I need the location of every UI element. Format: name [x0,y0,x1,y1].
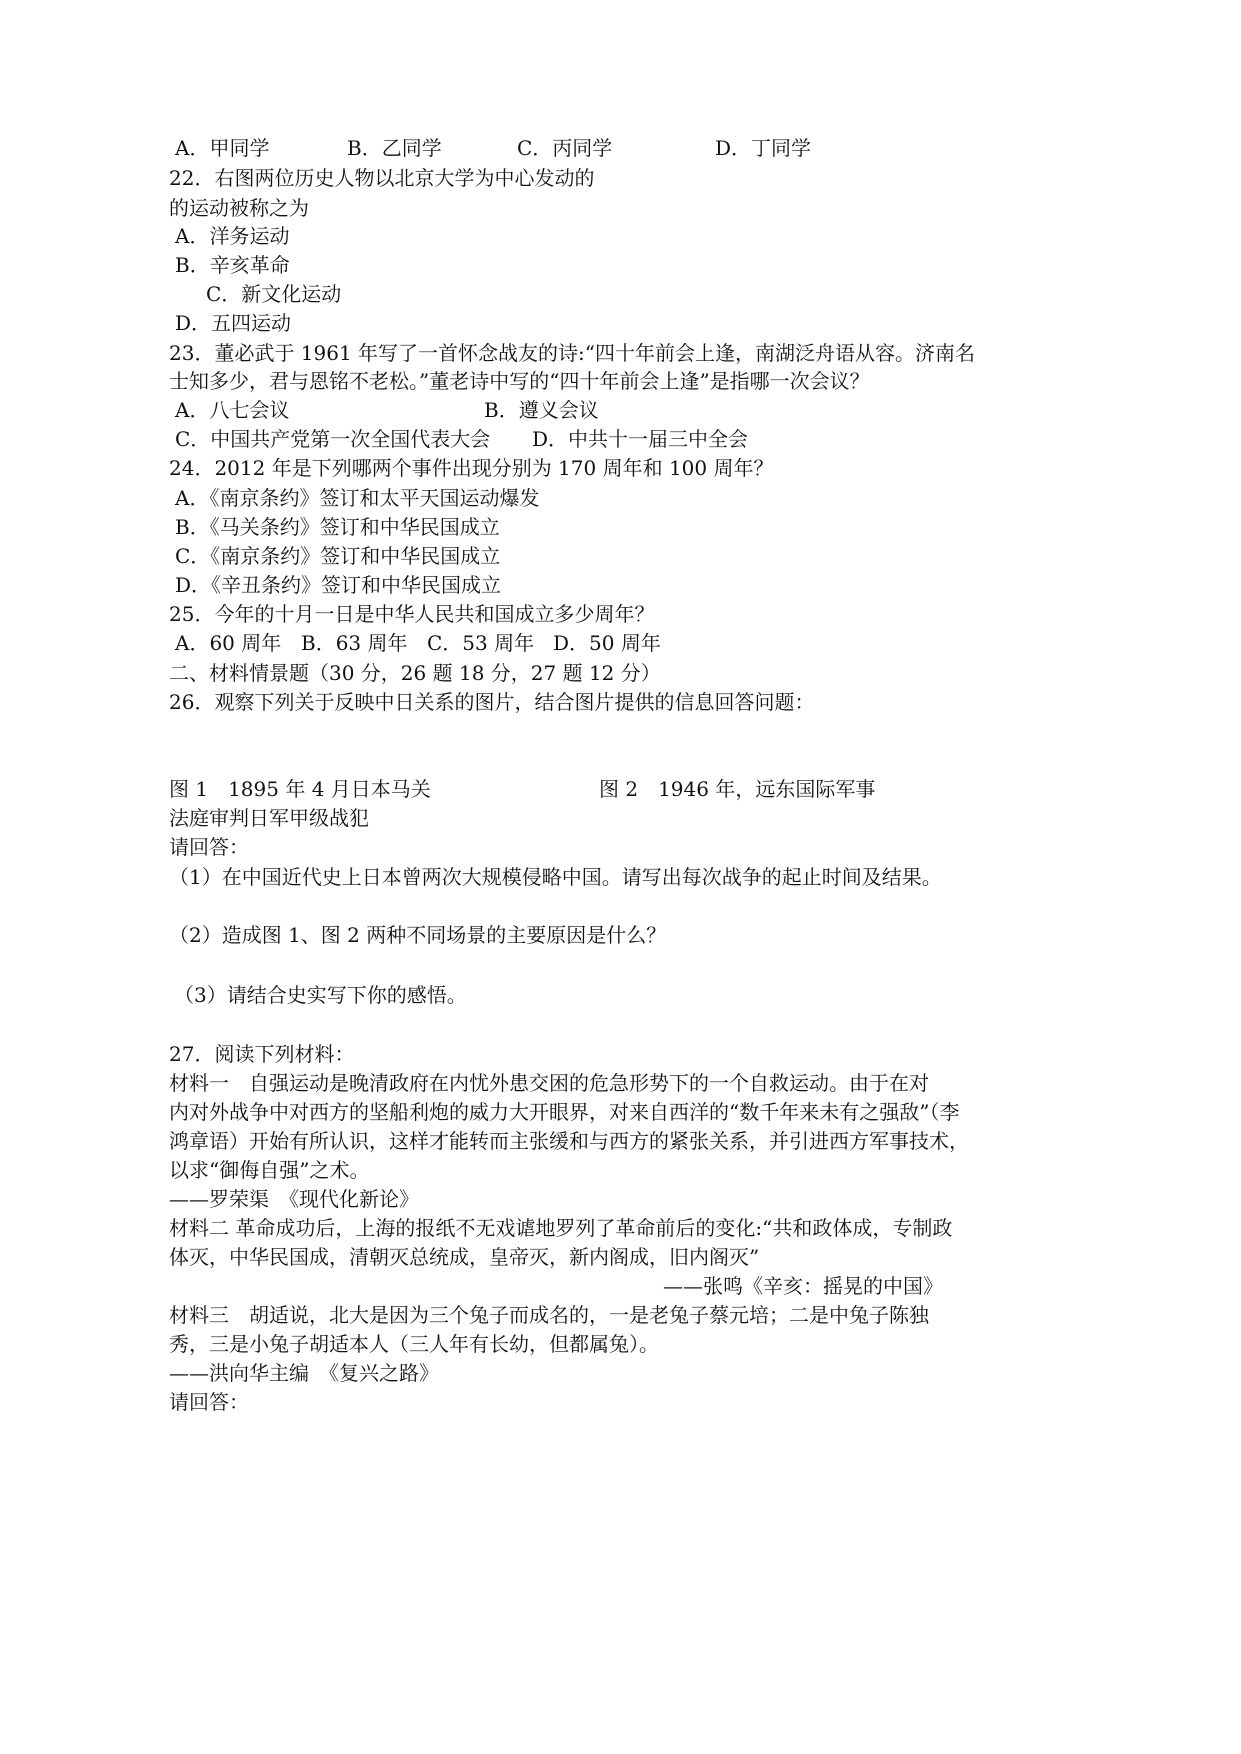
q22-option-d: D．五四运动 [175,311,292,335]
q23-option-d: D．中共十一届三中全会 [532,427,749,451]
q23-option-a: A．八七会议 [175,398,290,422]
q22-stem-2: 的运动被称之为 [169,196,309,220]
q23-stem-1: 23．董必武于 1961 年写了一首怀念战友的诗:“四十年前会上逢，南湖泛舟语从容。济南名 [169,341,976,365]
material-1-line-3: 鸿章语）开始有所认识，这样才能转而主张缓和与西方的紧张关系，并引进西方军事技术， [169,1129,969,1153]
q24-stem: 24．2012 年是下列哪两个事件出现分别为 170 周年和 100 周年？ [169,456,774,480]
q27-stem: 27．阅读下列材料： [169,1042,355,1066]
q22-option-b: B．辛亥革命 [175,253,290,277]
material-2-source: ——张鸣《辛亥：摇晃的中国》 [663,1274,943,1298]
material-1-source: ——罗荣渠 《现代化新论》 [169,1187,419,1211]
q23-stem-2: 士知多少，君与恩铭不老松。”董老诗中写的“四十年前会上逢”是指哪一次会议？ [169,369,870,393]
q25-option-d: D．50 周年 [553,631,661,655]
q25-option-a: A．60 周年 [175,631,282,655]
q24-option-b: B．《马关条约》签订和中华民国成立 [175,515,500,539]
material-3-line-1: 材料三 胡适说，北大是因为三个兔子而成名的，一是老兔子蔡元培；二是中兔子陈独 [169,1303,929,1327]
q25-stem: 25．今年的十月一日是中华人民共和国成立多少周年？ [169,602,655,626]
material-3-line-2: 秀，三是小兔子胡适本人（三人年有长幼，但都属兔）。 [169,1332,659,1356]
q27-ask: 请回答： [169,1390,249,1414]
option-b: B．乙同学 [347,136,442,160]
material-3-source: ——洪向华主编 《复兴之路》 [169,1361,439,1385]
q26-sub-3: （3）请结合史实写下你的感悟。 [174,983,467,1007]
figure-1-caption: 图 1 1895 年 4 月日本马关 [169,777,431,801]
material-1-line-4: 以求“御侮自强”之术。 [169,1158,370,1182]
material-1-line-2: 内对外战争中对西方的坚船利炮的威力大开眼界，对来自西洋的“数千年来未有之强敌”（李 [169,1100,960,1124]
q22-stem-1: 22．右图两位历史人物以北京大学为中心发动的 [169,166,595,190]
q26-sub-1: （1）在中国近代史上日本曾两次大规模侵略中国。请写出每次战争的起止时间及结果。 [169,865,942,889]
option-d: D．丁同学 [715,136,812,160]
figure-2-caption-cont: 法庭审判日军甲级战犯 [169,806,369,830]
q25-option-b: B．63 周年 [301,631,408,655]
q24-option-a: A．《南京条约》签订和太平天国运动爆发 [175,486,540,510]
q23-option-b: B．遵义会议 [484,398,599,422]
section-heading: 二、材料情景题（30 分，26 题 18 分，27 题 12 分） [169,661,661,685]
q24-option-d: D．《辛丑条约》签订和中华民国成立 [175,573,502,597]
q22-option-a: A．洋务运动 [175,224,290,248]
q22-option-c: C．新文化运动 [206,282,342,306]
q25-option-c: C．53 周年 [427,631,535,655]
figure-2-caption: 图 2 1946 年，远东国际军事 [599,777,876,801]
q26-stem: 26．观察下列关于反映中日关系的图片，结合图片提供的信息回答问题： [169,690,815,714]
material-2-line-2: 体灭，中华民国成，清朝灭总统成，皇帝灭，新内阁成，旧内阁灭” [169,1245,760,1269]
q24-option-c: C．《南京条约》签订和中华民国成立 [175,544,501,568]
material-2-line-1: 材料二 革命成功后，上海的报纸不无戏谑地罗列了革命前后的变化:“共和政体成，专制政 [169,1216,953,1240]
q23-option-c: C．中国共产党第一次全国代表大会 [175,427,491,451]
option-a: A．甲同学 [175,136,270,160]
q26-sub-2: （2）造成图 1、图 2 两种不同场景的主要原因是什么？ [169,923,667,947]
material-1-line-1: 材料一 自强运动是晚清政府在内忧外患交困的危急形势下的一个自救运动。由于在对 [169,1071,929,1095]
option-c: C．丙同学 [517,136,613,160]
q26-ask: 请回答： [169,835,249,859]
